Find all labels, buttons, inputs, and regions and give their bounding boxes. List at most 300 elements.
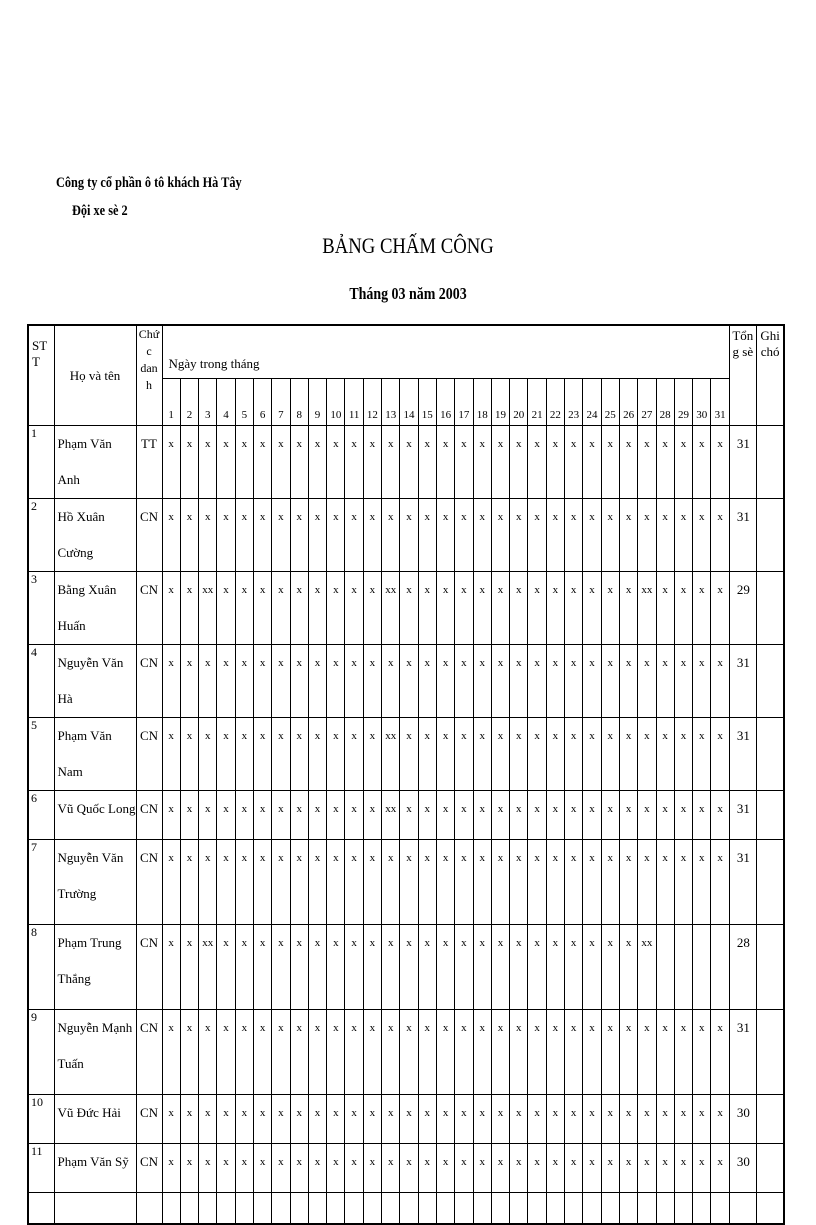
attendance-mark: x [253, 925, 271, 1010]
row-total: 28 [729, 925, 756, 1010]
attendance-mark: x [418, 645, 436, 718]
attendance-mark: x [400, 1144, 418, 1193]
row-note [756, 499, 784, 572]
attendance-mark: x [711, 499, 729, 572]
attendance-mark: x [601, 718, 619, 791]
empty-cell [546, 1193, 564, 1225]
day-number: 21 [528, 379, 546, 426]
attendance-mark: x [619, 718, 637, 791]
table-row [28, 718, 784, 791]
row-stt: 7 [28, 840, 54, 925]
day-number: 9 [308, 379, 326, 426]
attendance-mark: x [693, 645, 711, 718]
attendance-mark: x [528, 1144, 546, 1193]
attendance-mark: x [491, 925, 509, 1010]
attendance-mark: x [363, 572, 381, 645]
attendance-mark: x [455, 1010, 473, 1095]
day-number: 3 [199, 379, 217, 426]
attendance-mark: x [583, 925, 601, 1010]
row-name: Phạm Văn Sỹ [54, 1144, 136, 1193]
attendance-mark: x [308, 1095, 326, 1144]
attendance-mark: x [253, 572, 271, 645]
attendance-mark: x [235, 426, 253, 499]
attendance-mark: x [272, 791, 290, 840]
attendance-mark: x [217, 572, 235, 645]
empty-cell [54, 1193, 136, 1225]
attendance-mark: x [638, 426, 656, 499]
attendance-mark: x [290, 1010, 308, 1095]
empty-cell [136, 1193, 162, 1225]
attendance-mark: x [345, 840, 363, 925]
attendance-mark: xx [199, 572, 217, 645]
attendance-mark: x [455, 840, 473, 925]
attendance-mark: x [619, 925, 637, 1010]
attendance-mark: x [327, 840, 345, 925]
attendance-mark: x [455, 925, 473, 1010]
row-stt: 8 [28, 925, 54, 1010]
attendance-mark: x [491, 791, 509, 840]
row-stt: 4 [28, 645, 54, 718]
attendance-mark: x [199, 645, 217, 718]
attendance-mark: x [565, 499, 583, 572]
attendance-mark: x [217, 1095, 235, 1144]
attendance-mark: x [400, 718, 418, 791]
attendance-mark: x [162, 1144, 180, 1193]
row-role: CN [136, 791, 162, 840]
day-number: 14 [400, 379, 418, 426]
attendance-mark: x [510, 1010, 528, 1095]
attendance-mark: x [491, 718, 509, 791]
attendance-mark: x [253, 718, 271, 791]
attendance-mark: x [693, 1095, 711, 1144]
attendance-mark: x [363, 1010, 381, 1095]
attendance-mark: x [711, 791, 729, 840]
attendance-mark: x [180, 426, 198, 499]
attendance-mark: x [473, 1144, 491, 1193]
attendance-mark: x [272, 718, 290, 791]
attendance-mark: x [491, 645, 509, 718]
attendance-mark: x [528, 1095, 546, 1144]
attendance-mark: x [583, 1010, 601, 1095]
attendance-mark: x [546, 572, 564, 645]
attendance-mark [656, 925, 674, 1010]
day-number: 16 [436, 379, 454, 426]
attendance-mark: x [253, 1144, 271, 1193]
attendance-mark: x [436, 791, 454, 840]
header-total: Tổn g sè [729, 325, 756, 426]
attendance-mark: x [418, 1095, 436, 1144]
attendance-mark: x [546, 1144, 564, 1193]
row-total: 31 [729, 499, 756, 572]
attendance-mark: x [565, 718, 583, 791]
attendance-mark: x [363, 791, 381, 840]
day-number: 25 [601, 379, 619, 426]
attendance-mark: x [491, 1144, 509, 1193]
attendance-mark: x [436, 840, 454, 925]
attendance-mark: x [583, 1095, 601, 1144]
attendance-mark: x [528, 1010, 546, 1095]
empty-cell [565, 1193, 583, 1225]
attendance-mark: x [272, 1144, 290, 1193]
attendance-mark: x [235, 1144, 253, 1193]
row-total: 31 [729, 718, 756, 791]
row-role: CN [136, 499, 162, 572]
attendance-mark: x [510, 426, 528, 499]
attendance-mark: x [436, 1010, 454, 1095]
attendance-mark: x [693, 840, 711, 925]
attendance-mark: x [565, 1095, 583, 1144]
attendance-mark: x [565, 840, 583, 925]
attendance-mark: x [418, 791, 436, 840]
table-row [28, 1144, 784, 1193]
row-name: Phạm Văn Anh [54, 426, 136, 499]
attendance-mark: x [711, 1010, 729, 1095]
attendance-mark: x [510, 791, 528, 840]
row-role: CN [136, 1144, 162, 1193]
attendance-mark: x [473, 718, 491, 791]
attendance-mark: xx [638, 925, 656, 1010]
attendance-mark: x [546, 840, 564, 925]
attendance-mark: x [601, 1095, 619, 1144]
day-number: 26 [619, 379, 637, 426]
row-name: Phạm Trung Thắng [54, 925, 136, 1010]
attendance-mark: x [180, 840, 198, 925]
row-role: TT [136, 426, 162, 499]
row-stt: 5 [28, 718, 54, 791]
attendance-mark: x [418, 840, 436, 925]
attendance-mark: x [528, 718, 546, 791]
attendance-mark: x [162, 791, 180, 840]
empty-cell [510, 1193, 528, 1225]
attendance-mark: x [674, 499, 692, 572]
attendance-mark: x [180, 1095, 198, 1144]
attendance-mark: x [180, 718, 198, 791]
attendance-mark: xx [382, 718, 400, 791]
attendance-mark: x [473, 645, 491, 718]
attendance-mark: x [180, 925, 198, 1010]
attendance-mark: x [290, 840, 308, 925]
attendance-mark: x [162, 840, 180, 925]
attendance-mark: x [510, 840, 528, 925]
attendance-mark: x [308, 426, 326, 499]
attendance-mark: x [638, 840, 656, 925]
attendance-mark: x [199, 1095, 217, 1144]
attendance-mark: x [180, 645, 198, 718]
empty-cell [28, 1193, 54, 1225]
attendance-mark: x [510, 645, 528, 718]
table-row [28, 1095, 784, 1144]
empty-cell [382, 1193, 400, 1225]
attendance-mark: x [290, 718, 308, 791]
team-name: Đội xe sè 2 [72, 203, 128, 219]
attendance-mark: x [272, 1010, 290, 1095]
attendance-mark: x [253, 645, 271, 718]
attendance-mark: x [345, 925, 363, 1010]
attendance-mark: x [693, 1144, 711, 1193]
row-stt: 2 [28, 499, 54, 572]
attendance-mark: x [583, 645, 601, 718]
attendance-mark: x [473, 1095, 491, 1144]
attendance-mark: x [199, 791, 217, 840]
attendance-mark: x [253, 499, 271, 572]
attendance-mark: x [180, 791, 198, 840]
attendance-mark: x [345, 1010, 363, 1095]
attendance-mark: x [327, 572, 345, 645]
row-note [756, 718, 784, 791]
attendance-mark: x [290, 925, 308, 1010]
attendance-mark: x [455, 1144, 473, 1193]
attendance-mark: x [436, 499, 454, 572]
attendance-mark: x [546, 1010, 564, 1095]
day-number: 10 [327, 379, 345, 426]
attendance-mark: x [418, 1144, 436, 1193]
day-number: 8 [290, 379, 308, 426]
row-stt: 9 [28, 1010, 54, 1095]
attendance-mark: x [308, 925, 326, 1010]
empty-cell [693, 1193, 711, 1225]
row-total: 31 [729, 840, 756, 925]
attendance-mark: x [528, 572, 546, 645]
day-number: 12 [363, 379, 381, 426]
table-row [28, 572, 784, 645]
attendance-mark: x [455, 426, 473, 499]
day-number: 20 [510, 379, 528, 426]
attendance-mark: x [345, 718, 363, 791]
day-number: 5 [235, 379, 253, 426]
attendance-mark: x [674, 791, 692, 840]
attendance-mark: x [473, 572, 491, 645]
attendance-mark: x [199, 840, 217, 925]
empty-cell [180, 1193, 198, 1225]
attendance-mark: x [253, 1095, 271, 1144]
attendance-mark: x [601, 1144, 619, 1193]
attendance-mark: x [656, 1144, 674, 1193]
attendance-mark: x [382, 1144, 400, 1193]
attendance-mark: x [491, 426, 509, 499]
header-name: Họ và tên [54, 325, 136, 426]
row-note [756, 1095, 784, 1144]
attendance-mark: x [418, 925, 436, 1010]
attendance-mark: x [583, 718, 601, 791]
attendance-mark: x [308, 840, 326, 925]
attendance-mark: x [528, 840, 546, 925]
attendance-mark: x [363, 499, 381, 572]
attendance-mark: x [345, 572, 363, 645]
attendance-mark: x [400, 1095, 418, 1144]
table-row [28, 791, 784, 840]
attendance-mark: x [327, 925, 345, 1010]
attendance-mark: x [436, 925, 454, 1010]
attendance-mark: x [455, 791, 473, 840]
attendance-mark: x [327, 1010, 345, 1095]
attendance-mark: x [345, 645, 363, 718]
attendance-mark: x [546, 1095, 564, 1144]
day-number: 4 [217, 379, 235, 426]
attendance-mark: x [674, 1095, 692, 1144]
attendance-mark: x [656, 499, 674, 572]
attendance-mark: x [638, 718, 656, 791]
empty-cell [290, 1193, 308, 1225]
attendance-mark: x [199, 499, 217, 572]
row-stt: 10 [28, 1095, 54, 1144]
attendance-mark: x [583, 426, 601, 499]
attendance-mark: x [583, 1144, 601, 1193]
row-role: CN [136, 572, 162, 645]
attendance-mark: x [327, 499, 345, 572]
row-total: 31 [729, 1010, 756, 1095]
table-row [28, 1010, 784, 1095]
day-number: 7 [272, 379, 290, 426]
day-number: 23 [565, 379, 583, 426]
attendance-mark: x [363, 718, 381, 791]
attendance-mark [711, 925, 729, 1010]
row-note [756, 791, 784, 840]
attendance-mark: xx [382, 572, 400, 645]
table-row [28, 840, 784, 925]
attendance-mark: x [619, 426, 637, 499]
attendance-mark: x [619, 1010, 637, 1095]
attendance-mark: x [436, 426, 454, 499]
attendance-mark: x [382, 1095, 400, 1144]
attendance-mark: x [510, 1095, 528, 1144]
attendance-mark: x [180, 572, 198, 645]
empty-cell [418, 1193, 436, 1225]
attendance-mark [693, 925, 711, 1010]
row-name: Nguyễn Mạnh Tuấn [54, 1010, 136, 1095]
attendance-mark: x [565, 426, 583, 499]
attendance-mark: x [418, 718, 436, 791]
attendance-mark: x [400, 791, 418, 840]
day-number: 29 [674, 379, 692, 426]
attendance-mark: x [546, 426, 564, 499]
row-total: 31 [729, 426, 756, 499]
attendance-mark: x [199, 718, 217, 791]
timesheet-body [28, 426, 784, 1225]
company-name: Công ty cổ phần ô tô khách Hà Tây [56, 175, 242, 191]
attendance-mark: x [400, 840, 418, 925]
empty-cell [253, 1193, 271, 1225]
attendance-mark: x [473, 925, 491, 1010]
empty-cell [473, 1193, 491, 1225]
table-row [28, 426, 784, 499]
attendance-mark: x [619, 499, 637, 572]
attendance-mark: x [272, 426, 290, 499]
empty-cell [756, 1193, 784, 1225]
row-name: Nguyễn Văn Hà [54, 645, 136, 718]
attendance-mark: x [619, 840, 637, 925]
attendance-mark: x [217, 840, 235, 925]
attendance-mark: x [455, 1095, 473, 1144]
attendance-mark: x [290, 645, 308, 718]
attendance-mark: x [491, 572, 509, 645]
attendance-mark: x [693, 426, 711, 499]
attendance-mark: x [583, 791, 601, 840]
row-name: Vũ Quốc Long [54, 791, 136, 840]
attendance-mark: x [638, 645, 656, 718]
day-number: 15 [418, 379, 436, 426]
attendance-mark: x [235, 791, 253, 840]
attendance-mark: x [693, 499, 711, 572]
empty-cell [345, 1193, 363, 1225]
attendance-mark: x [510, 718, 528, 791]
attendance-mark: x [693, 791, 711, 840]
header-days-label: Ngày trong tháng [168, 356, 260, 371]
header-stt: ST T [28, 325, 54, 426]
day-number: 24 [583, 379, 601, 426]
row-note [756, 1144, 784, 1193]
attendance-mark: x [436, 572, 454, 645]
attendance-mark: x [711, 1095, 729, 1144]
attendance-mark: x [235, 572, 253, 645]
attendance-mark: x [199, 426, 217, 499]
empty-cell [455, 1193, 473, 1225]
row-total: 31 [729, 791, 756, 840]
attendance-mark: x [601, 645, 619, 718]
attendance-mark: x [638, 791, 656, 840]
attendance-mark: x [235, 1095, 253, 1144]
attendance-mark: x [619, 1095, 637, 1144]
attendance-mark: x [400, 499, 418, 572]
attendance-mark: x [528, 645, 546, 718]
empty-cell [619, 1193, 637, 1225]
attendance-mark: x [418, 1010, 436, 1095]
attendance-mark: x [382, 645, 400, 718]
day-number: 6 [253, 379, 271, 426]
row-note [756, 840, 784, 925]
attendance-mark: x [217, 426, 235, 499]
day-number: 27 [638, 379, 656, 426]
empty-cell [674, 1193, 692, 1225]
table-row [28, 925, 784, 1010]
attendance-mark: x [510, 1144, 528, 1193]
attendance-mark: x [363, 1144, 381, 1193]
row-stt: 3 [28, 572, 54, 645]
attendance-mark: x [674, 718, 692, 791]
attendance-mark: x [162, 1095, 180, 1144]
day-number: 28 [656, 379, 674, 426]
attendance-mark: x [180, 1144, 198, 1193]
attendance-mark: x [711, 426, 729, 499]
attendance-mark: x [253, 840, 271, 925]
empty-cell [656, 1193, 674, 1225]
attendance-mark: x [217, 645, 235, 718]
attendance-mark: x [656, 791, 674, 840]
row-note [756, 925, 784, 1010]
attendance-mark: x [400, 925, 418, 1010]
attendance-mark: x [327, 791, 345, 840]
day-number: 31 [711, 379, 729, 426]
day-number: 22 [546, 379, 564, 426]
attendance-mark: x [601, 840, 619, 925]
attendance-mark: x [565, 1144, 583, 1193]
attendance-mark: x [382, 840, 400, 925]
attendance-mark: x [491, 1095, 509, 1144]
attendance-mark: x [546, 925, 564, 1010]
attendance-mark: x [400, 645, 418, 718]
attendance-mark: x [308, 1144, 326, 1193]
attendance-mark: x [162, 572, 180, 645]
attendance-mark: x [418, 499, 436, 572]
attendance-mark: x [546, 499, 564, 572]
attendance-mark: x [345, 1144, 363, 1193]
attendance-mark: x [656, 426, 674, 499]
empty-cell [217, 1193, 235, 1225]
attendance-mark: x [693, 1010, 711, 1095]
empty-cell [711, 1193, 729, 1225]
attendance-mark: x [601, 499, 619, 572]
attendance-mark: x [290, 426, 308, 499]
attendance-mark: x [272, 1095, 290, 1144]
